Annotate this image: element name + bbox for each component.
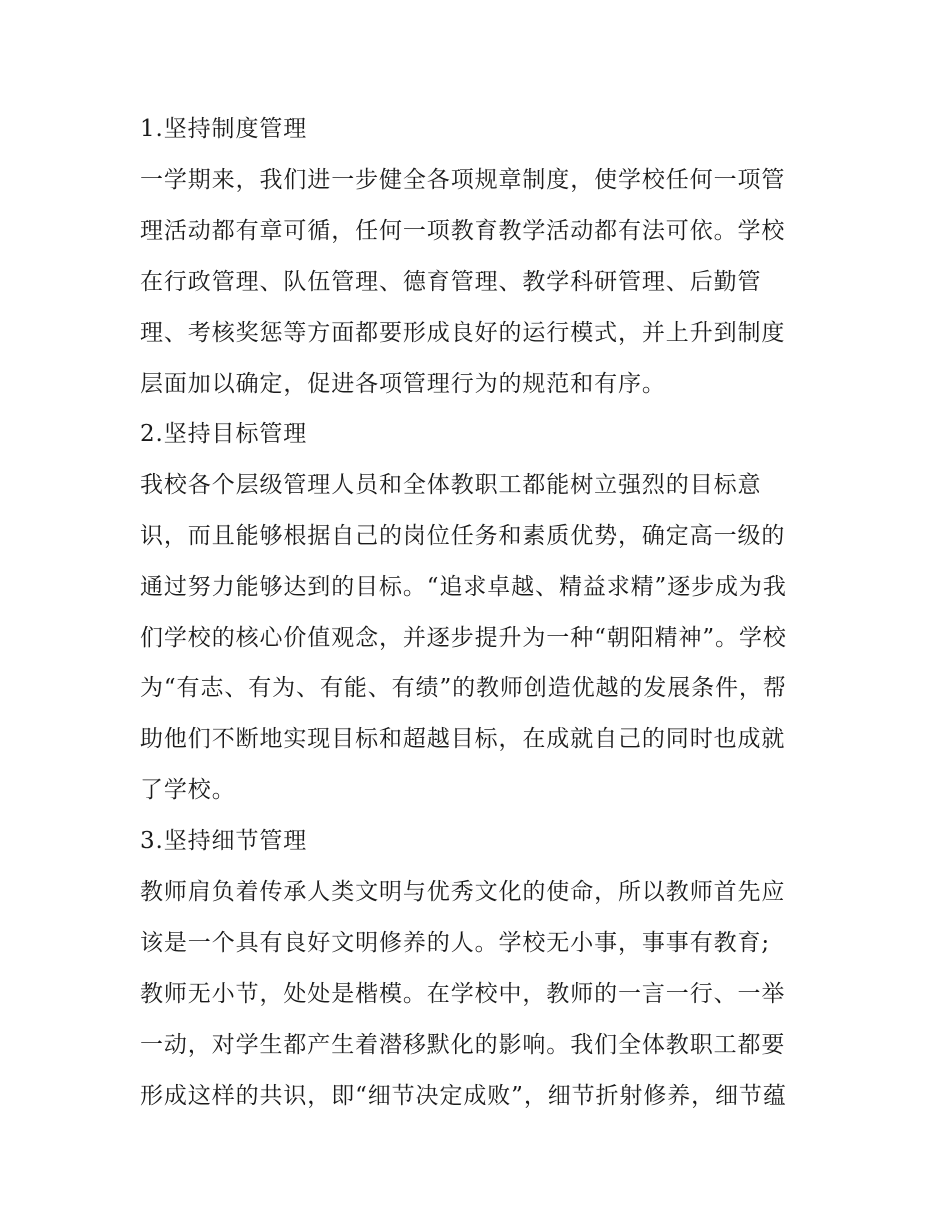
paragraph-line: 通过努力能够达到的目标。“追求卓越、精益求精”逐步成为我 bbox=[140, 574, 787, 600]
paragraph-line: 教师肩负着传承人类文明与优秀文化的使命，所以教师首先应 bbox=[140, 879, 786, 905]
paragraph-line: 一学期来，我们进一步健全各项规章制度，使学校任何一项管 bbox=[140, 167, 786, 193]
paragraph-line: 们学校的核心价值观念，并逐步提升为一种“朝阳精神”。学校 bbox=[140, 625, 787, 651]
paragraph-line: 一动，对学生都产生着潜移默化的影响。我们全体教职工都要 bbox=[140, 1032, 786, 1058]
section-heading: 2.坚持目标管理 bbox=[140, 421, 308, 447]
paragraph-line: 该是一个具有良好文明修养的人。学校无小事，事事有教育; bbox=[140, 930, 771, 956]
paragraph-line: 教师无小节，处处是楷模。在学校中，教师的一言一行、一举 bbox=[140, 981, 786, 1007]
paragraph-line: 识，而且能够根据自己的岗位任务和素质优势，确定高一级的 bbox=[140, 523, 786, 549]
paragraph-line: 理活动都有章可循，任何一项教育教学活动都有法可依。学校 bbox=[140, 218, 786, 244]
paragraph-line: 助他们不断地实现目标和超越目标，在成就自己的同时也成就 bbox=[140, 726, 786, 752]
paragraph-line: 形成这样的共识，即“细节决定成败”，细节折射修养，细节蕴 bbox=[140, 1083, 787, 1109]
section-heading: 3.坚持细节管理 bbox=[140, 828, 308, 854]
paragraph-line: 了学校。 bbox=[140, 777, 236, 803]
paragraph-line: 理、考核奖惩等方面都要形成良好的运行模式，并上升到制度 bbox=[140, 320, 786, 346]
paragraph-line: 我校各个层级管理人员和全体教职工都能树立强烈的目标意 bbox=[140, 472, 762, 498]
section-heading: 1.坚持制度管理 bbox=[140, 116, 308, 142]
paragraph-line: 层面加以确定，促进各项管理行为的规范和有序。 bbox=[140, 371, 666, 397]
paragraph-line: 为“有志、有为、有能、有绩”的教师创造优越的发展条件，帮 bbox=[140, 675, 787, 701]
paragraph-line: 在行政管理、队伍管理、德育管理、教学科研管理、后勤管 bbox=[140, 269, 762, 295]
